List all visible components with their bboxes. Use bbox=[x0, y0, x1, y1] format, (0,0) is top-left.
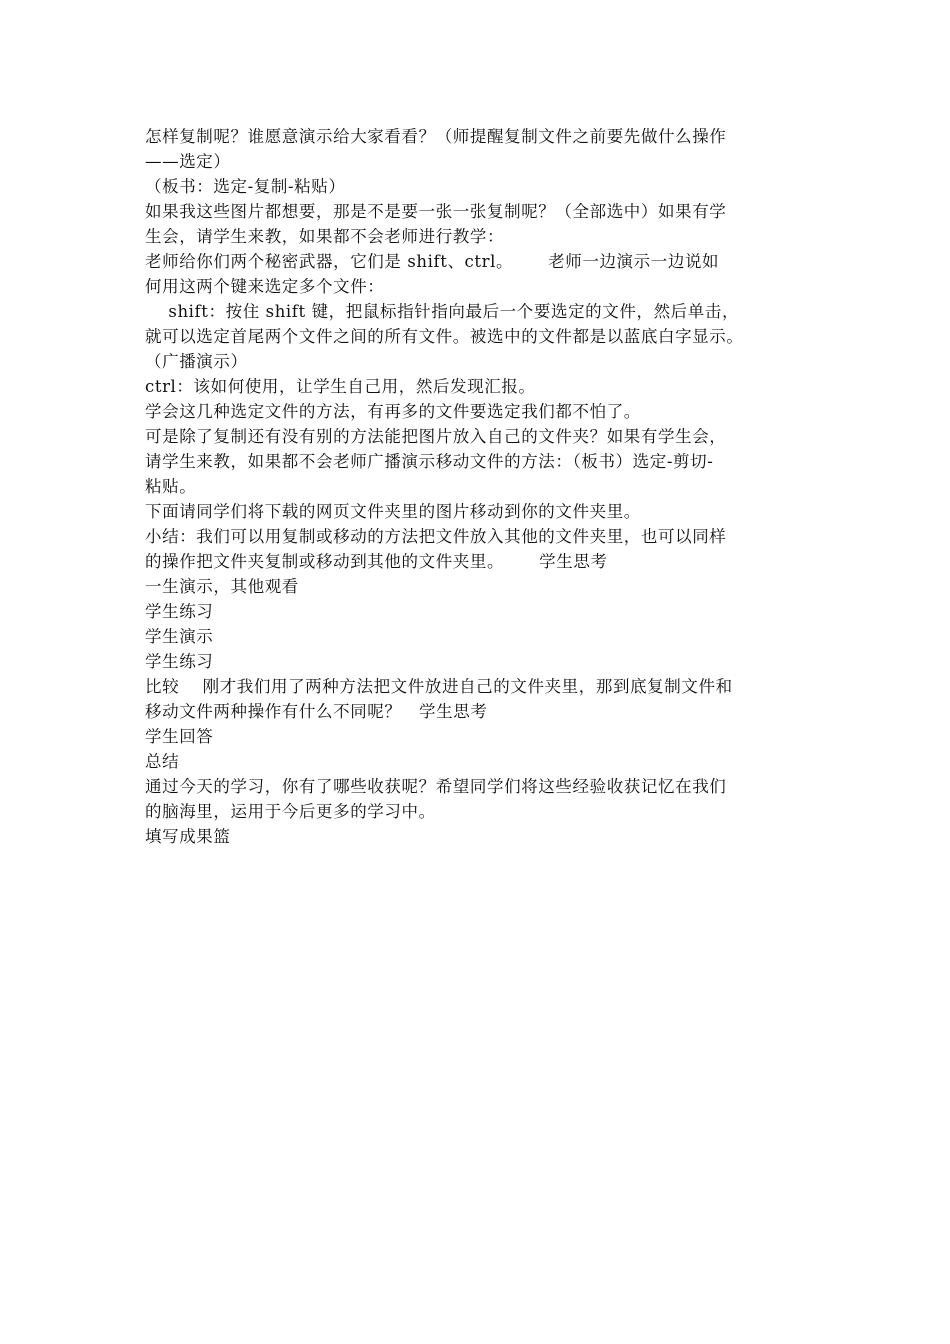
text-line: 的脑海里，运用于今后更多的学习中。 bbox=[145, 802, 436, 821]
text-line: （板书：选定-复制-粘贴） bbox=[145, 177, 346, 196]
text-line: 填写成果篮 bbox=[145, 827, 231, 846]
text-line: 可是除了复制还有没有别的方法能把图片放入自己的文件夹？如果有学生会， bbox=[145, 427, 727, 446]
text-line: 的操作把文件夹复制或移动到其他的文件夹里。 学生思考 bbox=[145, 552, 608, 571]
text-line: 学会这几种选定文件的方法，有再多的文件要选定我们都不怕了。 bbox=[145, 402, 641, 421]
text-line: shift：按住 shift 键，把鼠标指针指向最后一个要选定的文件，然后单击， bbox=[145, 302, 740, 321]
text-line: 请学生来教，如果都不会老师广播演示移动文件的方法：（板书）选定-剪切- bbox=[145, 452, 714, 471]
text-line: 怎样复制呢？谁愿意演示给大家看看？（师提醒复制文件之前要先做什么操作 bbox=[145, 127, 727, 146]
text-line: 何用这两个键来选定多个文件： bbox=[145, 277, 385, 296]
text-line: 老师给你们两个秘密武器，它们是 shift、ctrl。 老师一边演示一边说如 bbox=[145, 252, 720, 271]
text-line: 生会，请学生来教，如果都不会老师进行教学： bbox=[145, 227, 505, 246]
document-body bbox=[145, 124, 810, 849]
text-line: ctrl：该如何使用，让学生自己用，然后发现汇报。 bbox=[145, 377, 536, 396]
text-line: 就可以选定首尾两个文件之间的所有文件。被选中的文件都是以蓝底白字显示。 bbox=[145, 327, 744, 346]
text-line: 如果我这些图片都想要，那是不是要一张一张复制呢？（全部选中）如果有学 bbox=[145, 202, 727, 221]
text-line: 下面请同学们将下载的网页文件夹里的图片移动到你的文件夹里。 bbox=[145, 502, 641, 521]
text-line: ——选定） bbox=[145, 152, 231, 171]
text-line: 学生练习 bbox=[145, 652, 214, 671]
text-line: 小结：我们可以用复制或移动的方法把文件放入其他的文件夹里，也可以同样 bbox=[145, 527, 727, 546]
text-line: 学生练习 bbox=[145, 602, 214, 621]
text-line: 比较 刚才我们用了两种方法把文件放进自己的文件夹里，那到底复制文件和 bbox=[145, 677, 733, 696]
text-line: （广播演示） bbox=[145, 352, 248, 371]
text-line: 一生演示，其他观看 bbox=[145, 577, 299, 596]
text-line: 通过今天的学习，你有了哪些收获呢？希望同学们将这些经验收获记忆在我们 bbox=[145, 777, 727, 796]
text-line: 学生演示 bbox=[145, 627, 214, 646]
text-line: 总结 bbox=[145, 752, 180, 771]
text-line: 粘贴。 bbox=[145, 477, 197, 496]
text-line: 学生回答 bbox=[145, 727, 214, 746]
text-line: 移动文件两种操作有什么不同呢？ 学生思考 bbox=[145, 702, 488, 721]
